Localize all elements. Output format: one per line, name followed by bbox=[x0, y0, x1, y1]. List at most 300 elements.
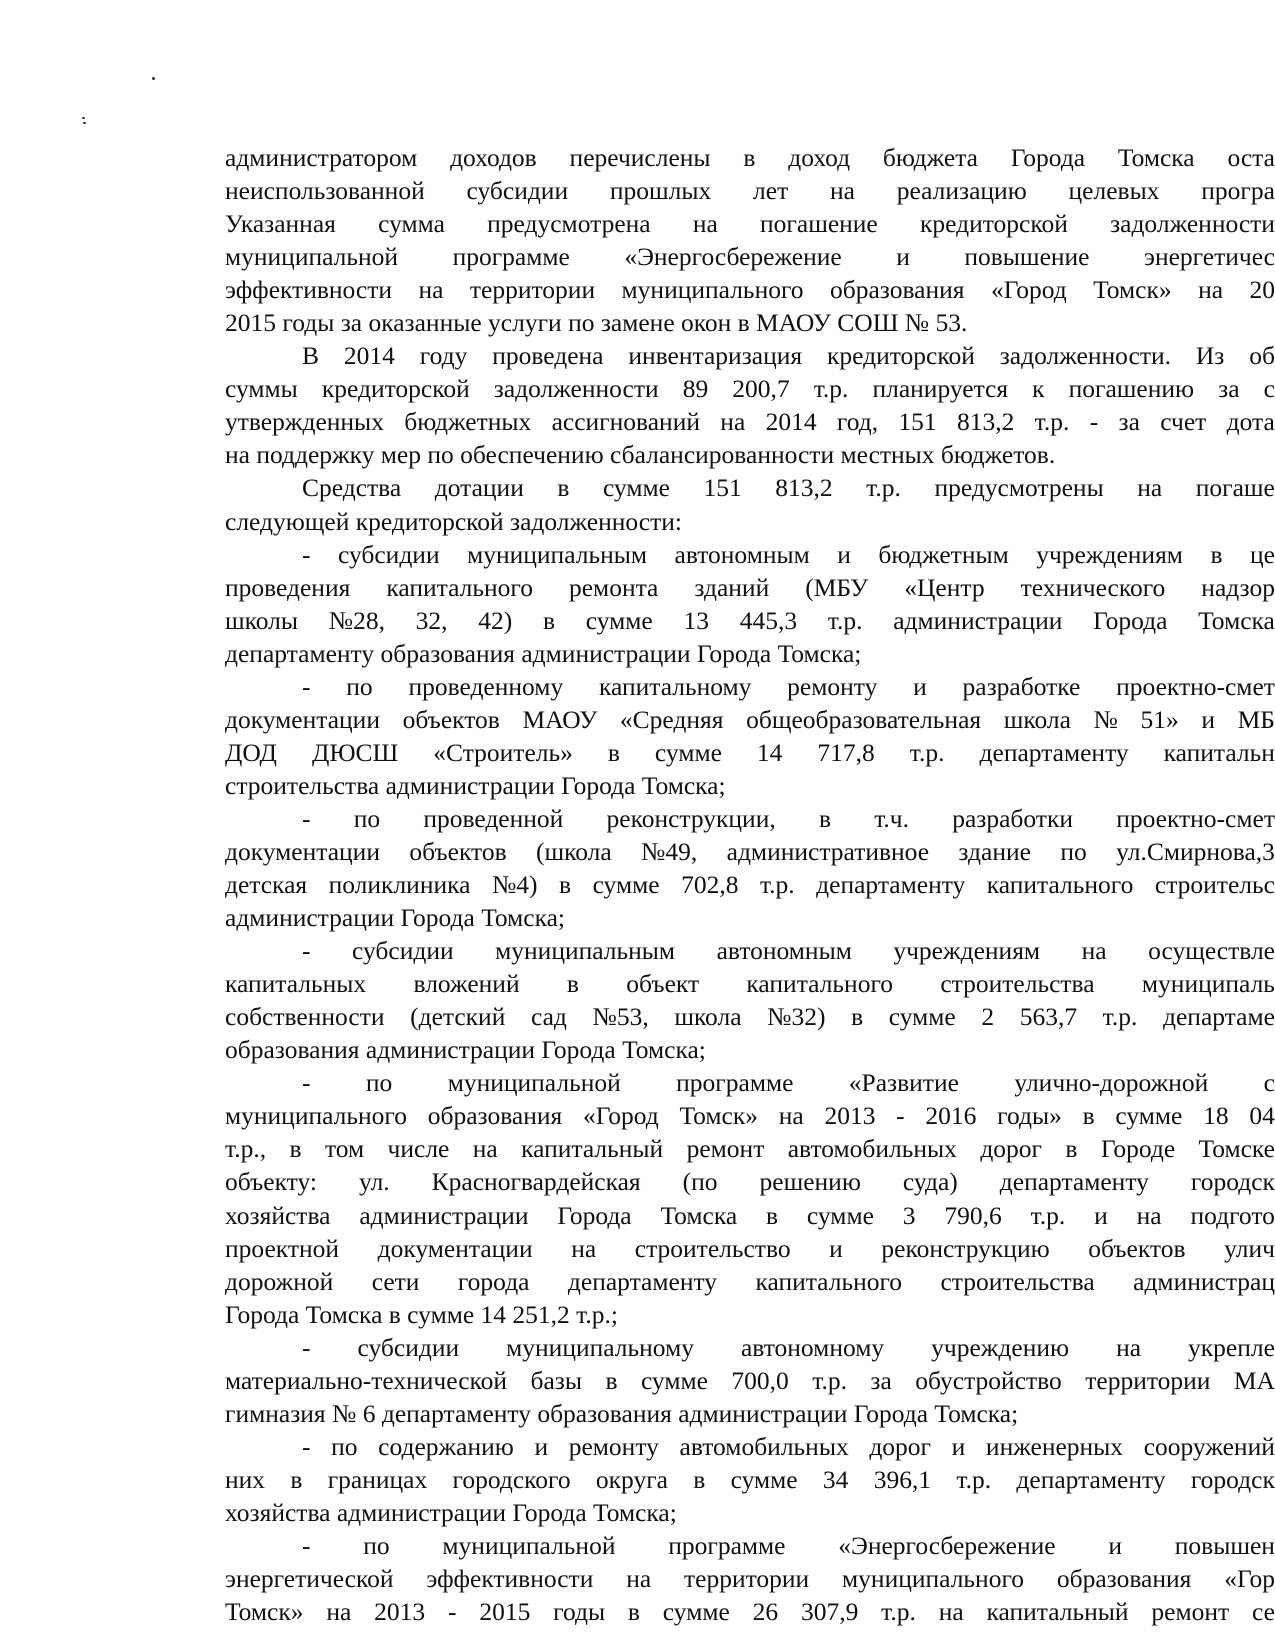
word: в bbox=[818, 803, 831, 833]
word: «Город bbox=[582, 1101, 659, 1131]
word: кредиторской bbox=[321, 374, 470, 404]
text-line bbox=[225, 405, 1275, 438]
word: (МБУ bbox=[805, 572, 869, 602]
word: повышен bbox=[1174, 1530, 1275, 1560]
word: Томск» bbox=[1093, 275, 1172, 305]
word: к bbox=[1032, 374, 1045, 404]
word: подгото bbox=[1190, 1200, 1275, 1230]
word: 26 bbox=[752, 1597, 779, 1627]
word: субсидии bbox=[337, 539, 440, 569]
word: 13 bbox=[683, 605, 709, 635]
text-line bbox=[225, 1000, 1275, 1033]
word: «Развитие bbox=[848, 1068, 959, 1098]
word: за bbox=[1118, 407, 1140, 437]
word: и bbox=[829, 1233, 843, 1263]
word: хозяйства bbox=[225, 1200, 331, 1230]
word: округа bbox=[595, 1464, 668, 1494]
word: проведения bbox=[225, 572, 351, 602]
text-line bbox=[225, 835, 1275, 868]
word: году bbox=[419, 341, 468, 371]
word: осуществле bbox=[1148, 936, 1275, 966]
text-line: строительства администрации Города Томска; bbox=[225, 770, 726, 800]
word: и bbox=[1094, 1200, 1108, 1230]
text-line: 2015 годы за оказанные услуги по замене окон в МАОУ СОШ № 53. bbox=[225, 308, 968, 338]
word: энергетичес bbox=[1144, 242, 1275, 272]
word: ДЮСШ bbox=[311, 737, 399, 767]
word: здание bbox=[958, 836, 1031, 866]
text-line bbox=[225, 1165, 1275, 1198]
word: на bbox=[626, 1564, 652, 1594]
word: Городе bbox=[1100, 1134, 1176, 1164]
word: и bbox=[951, 1431, 966, 1461]
word: инженерных bbox=[985, 1431, 1124, 1461]
word: - bbox=[447, 1597, 457, 1627]
word: в bbox=[1082, 1101, 1095, 1131]
word: муниципальной bbox=[442, 1530, 616, 1560]
word: образования bbox=[427, 1101, 563, 1131]
word: капитальному bbox=[598, 671, 752, 701]
word: проектно-смет bbox=[1116, 671, 1275, 701]
word: в bbox=[627, 1597, 640, 1627]
text-line bbox=[225, 1463, 1275, 1496]
word: сооружений bbox=[1143, 1431, 1275, 1461]
word: програ bbox=[1201, 176, 1275, 206]
word: муниципальным bbox=[495, 936, 676, 966]
word: т.р., bbox=[225, 1134, 267, 1164]
word: территории bbox=[469, 275, 596, 305]
word: «Центр bbox=[904, 572, 985, 602]
word: МБ bbox=[1237, 704, 1275, 734]
word: по bbox=[365, 1068, 393, 1098]
word: капитального bbox=[986, 870, 1134, 900]
word: №4) bbox=[491, 870, 538, 900]
word: 813,2 bbox=[775, 473, 833, 503]
word: в bbox=[605, 1365, 618, 1395]
word: в bbox=[766, 1200, 779, 1230]
word: планируется bbox=[872, 374, 1009, 404]
word: дотации bbox=[434, 473, 524, 503]
word: в bbox=[559, 870, 572, 900]
word: №53, bbox=[592, 1002, 649, 1032]
word: образования bbox=[1056, 1564, 1192, 1594]
word: доход bbox=[788, 143, 851, 172]
text-line: на поддержку мер по обеспечению сбалансированности местных бюджетов. bbox=[225, 440, 1056, 470]
word: в bbox=[566, 969, 579, 999]
word: ремонт bbox=[686, 1134, 765, 1164]
word: проведена bbox=[492, 341, 604, 371]
word: сумме bbox=[654, 737, 722, 767]
word: администратором bbox=[225, 143, 418, 172]
word: (детский bbox=[410, 1002, 506, 1032]
word: на bbox=[1116, 1332, 1142, 1362]
word: учреждениям bbox=[893, 936, 1041, 966]
word: суда) bbox=[902, 1167, 958, 1197]
word: муниципальной bbox=[225, 242, 399, 272]
word: № bbox=[1093, 704, 1118, 734]
word: капитального bbox=[386, 572, 533, 602]
word: Из bbox=[1195, 341, 1225, 371]
word: предусмотрена bbox=[487, 209, 651, 239]
word: в bbox=[542, 605, 556, 635]
word: муниципального bbox=[621, 275, 804, 305]
word: Указанная bbox=[225, 209, 336, 239]
word: детская bbox=[225, 870, 308, 900]
word: эффективности bbox=[225, 275, 393, 305]
text-line bbox=[225, 802, 1275, 835]
word: в bbox=[1065, 1134, 1078, 1164]
word: реконструкцию bbox=[881, 1233, 1050, 1263]
text-line bbox=[225, 538, 1275, 571]
word: муниципальной bbox=[447, 1068, 621, 1098]
word: оста bbox=[1227, 143, 1275, 172]
word: 32, bbox=[415, 605, 448, 635]
word: капитальн bbox=[1163, 737, 1275, 767]
word: по bbox=[331, 1431, 358, 1461]
word: Томска bbox=[1117, 143, 1195, 172]
word: целевых bbox=[1068, 176, 1160, 206]
word: сумме bbox=[730, 1464, 798, 1494]
word: автономному bbox=[740, 1332, 885, 1362]
word: - bbox=[302, 1068, 311, 1098]
word: сумме bbox=[640, 1365, 708, 1395]
word: администрац bbox=[1133, 1266, 1275, 1296]
word: доходов bbox=[450, 143, 537, 172]
word: капитальных bbox=[225, 969, 367, 999]
word: задолженности bbox=[1110, 209, 1275, 239]
scan-speck bbox=[152, 77, 155, 80]
word: годы bbox=[553, 1597, 606, 1627]
word: и bbox=[534, 1431, 549, 1461]
word: базы bbox=[530, 1365, 582, 1395]
text-line: хозяйства администрации Города Томска; bbox=[225, 1497, 677, 1527]
word: учреждениям bbox=[1036, 539, 1183, 569]
word: т.р. bbox=[813, 374, 849, 404]
word: в bbox=[743, 143, 756, 172]
word: дорог bbox=[869, 1431, 932, 1461]
text-line bbox=[225, 1232, 1275, 1265]
word: 2013 bbox=[374, 1597, 426, 1627]
word: 04 bbox=[1249, 1101, 1275, 1131]
word: них bbox=[225, 1464, 266, 1494]
word: дорог bbox=[980, 1134, 1042, 1164]
text-line bbox=[225, 736, 1275, 769]
word: 51» bbox=[1140, 704, 1179, 734]
word: «Энергосбережение bbox=[624, 242, 842, 272]
word: Средства bbox=[302, 473, 402, 503]
word: территории bbox=[1085, 1365, 1211, 1395]
word: - bbox=[302, 1431, 311, 1461]
word: разработки bbox=[952, 803, 1073, 833]
word: дота bbox=[1226, 407, 1275, 437]
word: субсидии bbox=[352, 936, 454, 966]
word: т.р. bbox=[812, 1365, 847, 1395]
word: капитального bbox=[755, 1266, 903, 1296]
word: погашение bbox=[760, 209, 878, 239]
word: решению bbox=[759, 1167, 861, 1197]
word: капитальный bbox=[986, 1597, 1129, 1627]
word: в bbox=[1210, 539, 1223, 569]
text-line bbox=[225, 1430, 1275, 1463]
word: Города bbox=[557, 1200, 632, 1230]
word: 2015 bbox=[479, 1597, 531, 1627]
word: т.р. bbox=[909, 737, 945, 767]
word: т.ч. bbox=[874, 803, 909, 833]
word: строительство bbox=[634, 1233, 791, 1263]
word: по bbox=[353, 803, 381, 833]
document-body-text bbox=[225, 141, 1275, 1628]
word: задолженности. bbox=[999, 341, 1171, 371]
word: 396,1 bbox=[873, 1464, 932, 1494]
word: 790,6 bbox=[944, 1200, 1002, 1230]
word: на bbox=[778, 1101, 804, 1131]
word: т.р. bbox=[1034, 407, 1070, 437]
word: том bbox=[324, 1134, 365, 1164]
word: бюджетных bbox=[404, 407, 532, 437]
word: 2014 bbox=[765, 407, 817, 437]
word: сумма bbox=[378, 209, 445, 239]
word: субсидии bbox=[466, 176, 569, 206]
word: документации bbox=[377, 1233, 533, 1263]
word: - bbox=[302, 1332, 311, 1362]
word: в bbox=[289, 1134, 302, 1164]
text-line bbox=[225, 1529, 1275, 1562]
text-line bbox=[225, 703, 1275, 736]
word: ул. bbox=[358, 1167, 390, 1197]
word: программе bbox=[452, 242, 570, 272]
word: собственности bbox=[225, 1002, 385, 1032]
word: - bbox=[302, 936, 311, 966]
word: сумме bbox=[806, 1200, 874, 1230]
text-line bbox=[225, 934, 1275, 967]
word: надзор bbox=[1201, 572, 1275, 602]
word: «Строитель» bbox=[433, 737, 573, 767]
text-line bbox=[225, 1331, 1275, 1364]
word: на bbox=[1136, 1200, 1162, 1230]
word: субсидии bbox=[357, 1332, 460, 1362]
word: департаменту bbox=[979, 737, 1129, 767]
word: документации bbox=[225, 704, 380, 734]
text-line bbox=[225, 1099, 1275, 1132]
word: города bbox=[457, 1266, 530, 1296]
word: 151 bbox=[703, 473, 742, 503]
word: погашению bbox=[1068, 374, 1195, 404]
word: МА bbox=[1233, 1365, 1275, 1395]
word: границах bbox=[327, 1464, 428, 1494]
word: №49, bbox=[641, 836, 698, 866]
word: №28, bbox=[328, 605, 385, 635]
word: т.р. bbox=[1102, 1002, 1138, 1032]
word: автомобильных bbox=[679, 1431, 849, 1461]
word: - bbox=[896, 1101, 905, 1131]
word: на bbox=[692, 209, 718, 239]
word: сумме bbox=[602, 473, 670, 503]
text-line: гимназия № 6 департаменту образования администрации Города Томска; bbox=[225, 1398, 1019, 1428]
word: проектной bbox=[225, 1233, 340, 1263]
word: департаменту bbox=[567, 1266, 718, 1296]
word: административное bbox=[726, 836, 930, 866]
word: 813,2 bbox=[956, 407, 1015, 437]
word: 34 bbox=[822, 1464, 849, 1494]
word: департаменту bbox=[816, 870, 966, 900]
word: 151 bbox=[898, 407, 937, 437]
word: объектов bbox=[409, 836, 507, 866]
word: администрации bbox=[359, 1200, 529, 1230]
word: инвентаризация bbox=[628, 341, 803, 371]
word: дорожной bbox=[225, 1266, 334, 1296]
word: объект bbox=[626, 969, 700, 999]
word: школа bbox=[674, 1002, 742, 1032]
word: и bbox=[913, 671, 927, 701]
word: школа bbox=[1003, 704, 1071, 734]
word: Томск» bbox=[225, 1597, 304, 1627]
word: объектов bbox=[1088, 1233, 1186, 1263]
word: «Энергосбережение bbox=[838, 1530, 1056, 1560]
word: се bbox=[1251, 1597, 1275, 1627]
word: муниципального bbox=[225, 1101, 407, 1131]
word: 89 bbox=[682, 374, 709, 404]
word: на bbox=[1198, 275, 1224, 305]
word: т.р. bbox=[881, 1597, 916, 1627]
word: «Город bbox=[990, 275, 1067, 305]
word: городск bbox=[1190, 1167, 1275, 1197]
word: в bbox=[851, 1002, 864, 1032]
word: ремонту bbox=[568, 1431, 659, 1461]
word: энергетической bbox=[225, 1564, 394, 1594]
word: проведенной bbox=[423, 803, 564, 833]
word: 14 bbox=[756, 737, 783, 767]
word: предусмотрены bbox=[934, 473, 1104, 503]
word: по bbox=[1060, 836, 1087, 866]
word: на bbox=[418, 275, 444, 305]
word: проектно-смет bbox=[1116, 803, 1275, 833]
word: сумме bbox=[585, 605, 653, 635]
text-line bbox=[225, 1595, 1275, 1628]
word: утвержденных bbox=[225, 407, 384, 437]
text-line bbox=[225, 471, 1275, 504]
word: - bbox=[302, 1530, 311, 1560]
word: строительства bbox=[940, 1266, 1095, 1296]
word: материально-технической bbox=[225, 1365, 508, 1395]
word: обустройство bbox=[915, 1365, 1062, 1395]
word: за bbox=[870, 1365, 892, 1395]
word: капитального bbox=[746, 969, 894, 999]
word: кредиторской bbox=[919, 209, 1068, 239]
text-line: следующей кредиторской задолженности: bbox=[225, 506, 682, 536]
word: автономным bbox=[674, 539, 810, 569]
word: и bbox=[837, 539, 851, 569]
word: на bbox=[472, 1134, 498, 1164]
text-line bbox=[225, 207, 1275, 240]
word: т.р. bbox=[956, 1464, 992, 1494]
word: учреждению bbox=[931, 1332, 1070, 1362]
word: числе bbox=[387, 1134, 450, 1164]
word: ул.Смирнова,3 bbox=[1116, 836, 1275, 866]
word: по bbox=[363, 1530, 390, 1560]
word: школы bbox=[225, 605, 299, 635]
word: программе bbox=[668, 1530, 786, 1560]
text-line: департаменту образования администрации Города Томска; bbox=[225, 638, 862, 668]
word: 702,8 bbox=[681, 870, 739, 900]
word: 2016 bbox=[925, 1101, 977, 1131]
text-line bbox=[225, 571, 1275, 604]
word: неиспользованной bbox=[225, 176, 425, 206]
word: суммы bbox=[225, 374, 298, 404]
word: капитальный bbox=[521, 1134, 664, 1164]
word: и bbox=[1108, 1530, 1123, 1560]
word: 2 bbox=[981, 1002, 995, 1032]
scan-speck bbox=[83, 122, 86, 124]
word: Города bbox=[1010, 143, 1086, 172]
word: образования bbox=[829, 275, 965, 305]
text-line: Города Томска в сумме 14 251,2 т.р.; bbox=[225, 1299, 618, 1329]
word: Томске bbox=[1198, 1134, 1275, 1164]
word: муниципальным bbox=[467, 539, 648, 569]
word: ассигнований bbox=[551, 407, 700, 437]
word: Томска bbox=[1198, 605, 1275, 635]
word: МАОУ bbox=[522, 704, 598, 734]
word: - bbox=[302, 803, 311, 833]
word: строительства bbox=[940, 969, 1095, 999]
word: перечислены bbox=[569, 143, 711, 172]
word: на bbox=[938, 1597, 964, 1627]
text-line: администрации Города Томска; bbox=[225, 903, 565, 933]
word: Томск» bbox=[679, 1101, 758, 1131]
word: повышение bbox=[964, 242, 1090, 272]
word: (школа bbox=[535, 836, 612, 866]
word: технического bbox=[1020, 572, 1166, 602]
word: Города bbox=[1093, 605, 1168, 635]
word: лет bbox=[753, 176, 789, 206]
word: (по bbox=[682, 1167, 718, 1197]
word: администрации bbox=[893, 605, 1063, 635]
word: годы» bbox=[997, 1101, 1062, 1131]
word: департаменту bbox=[1016, 1464, 1166, 1494]
word: территории bbox=[683, 1564, 810, 1594]
word: т.р. bbox=[866, 473, 901, 503]
word: за bbox=[1218, 374, 1240, 404]
word: на bbox=[326, 1597, 352, 1627]
text-line bbox=[225, 670, 1275, 703]
word: ремонт bbox=[1151, 1597, 1230, 1627]
word: на bbox=[1081, 936, 1107, 966]
word: 3 bbox=[902, 1200, 916, 1230]
word: в bbox=[607, 737, 620, 767]
word: 563,7 bbox=[1019, 1002, 1078, 1032]
word: прошлых bbox=[609, 176, 712, 206]
word: улично-дорожной bbox=[1014, 1068, 1209, 1098]
word: поликлиника bbox=[328, 870, 471, 900]
word: «Гор bbox=[1224, 1564, 1275, 1594]
word: - bbox=[302, 671, 311, 701]
word: 2013 bbox=[824, 1101, 876, 1131]
word: и bbox=[1201, 704, 1216, 734]
word: автономным bbox=[716, 936, 852, 966]
text-line bbox=[225, 174, 1275, 207]
word: 307,9 bbox=[800, 1597, 859, 1627]
word: реконструкции, bbox=[606, 803, 776, 833]
word: общеобразовательная bbox=[746, 704, 982, 734]
text-line bbox=[225, 273, 1275, 306]
text-line bbox=[225, 1562, 1275, 1595]
word: 717,8 bbox=[817, 737, 875, 767]
word: кредиторской bbox=[826, 341, 975, 371]
word: ремонту bbox=[787, 671, 878, 701]
word: департаменту bbox=[999, 1167, 1149, 1197]
word: - bbox=[302, 539, 311, 569]
word: «Средняя bbox=[619, 704, 724, 734]
word: счет bbox=[1160, 407, 1207, 437]
word: ДОД bbox=[225, 737, 277, 767]
